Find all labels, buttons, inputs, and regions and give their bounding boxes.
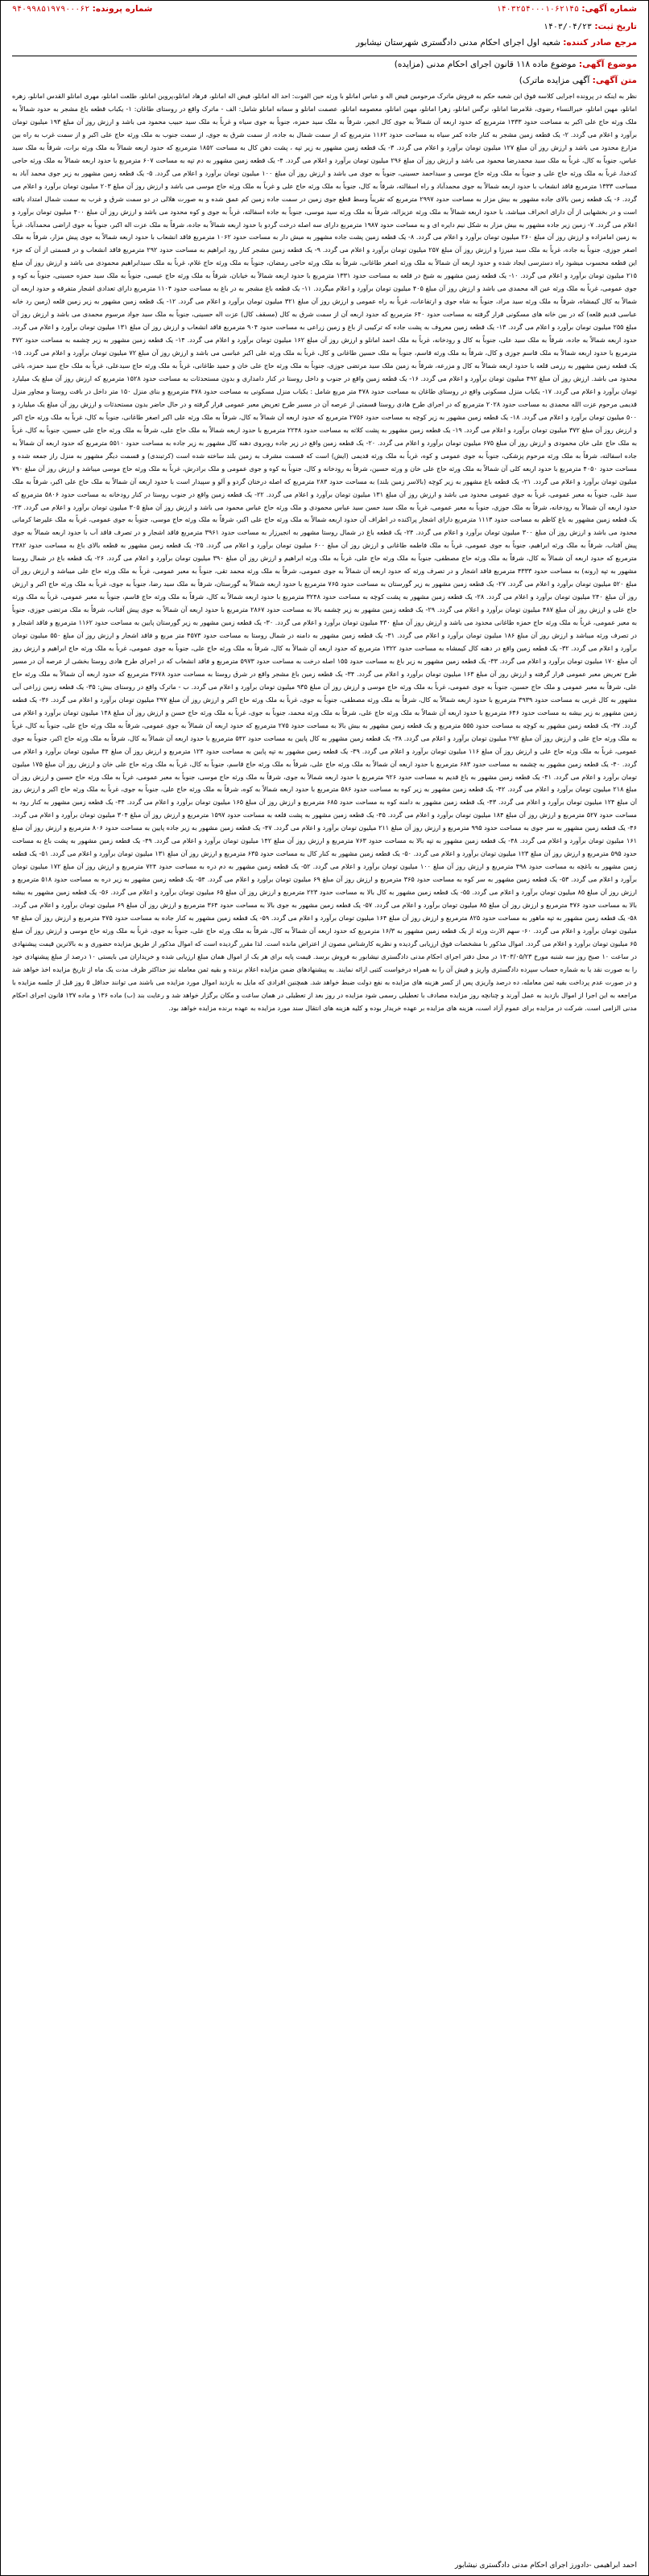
ad-text-label: متن آگهی: xyxy=(592,76,637,85)
date-label: تاریخ ثبت: xyxy=(594,22,637,31)
case-number: ۹۴۰۹۹۸۵۱۹۷۹۰۰۰۶۲ xyxy=(12,5,90,14)
subject-row xyxy=(12,60,637,76)
ad-number-label: شماره آگهی: xyxy=(581,4,637,14)
issuer-row xyxy=(12,38,637,54)
issuer-block xyxy=(356,38,637,47)
case-number-block xyxy=(12,4,152,14)
case-number-label: شماره پرونده: xyxy=(92,4,153,14)
issuer-label: مرجع صادر کننده: xyxy=(563,38,637,47)
issuer-value: شعبه اول اجرای احکام مدنی دادگستری شهرستان نیشابور xyxy=(356,38,560,47)
date-block xyxy=(544,22,637,31)
subject-label: موضوع آگهی: xyxy=(578,60,637,69)
subject-value: موضوع ماده ۱۱۸ قانون اجرای احکام مدنی (مزایده) xyxy=(394,60,577,69)
ad-text-label-row xyxy=(12,76,637,90)
ad-body-text: نظر به اینکه در پرونده اجرایی کلاسه فوق این شعبه حکم به فروش ماترک مرحومین فیض اله و عباس امانلو با ورثه حین الفوت: احد اله امانلو، فیض اله امانلو، فرهاد امانلو،پروین امانلو، طلعت امانلو، مهری امانلو القدس امانلو، زهره امانلو، مهین امانلو، خیرالنساء رضوی، غلامرضا امانلو، نرگس امانلو، زهرا امانلو، مهین امانلو، معصومه امانلو، عصمت امانلو و سمانه امانلو شامل: الف - ماترک واقع در روستای طاغان: ۱- یکباب قطعه باغ مشجر به حدود شمالاً به ملک ورثه حاج علی اکبر به مساحت حدود ۱۴۳۳ مترمربع که حدود اربعه آن شمالاً به جوی کال انجیر، شرقاً به ملک سید حمزه، جنوباً به جوی سیاه و غرباً به ملک سید حبیب محمود می باشد و ارزش روز آن مبلغ ۱۹۳ میلیون تومان برآورد و اعلام می گردد. ۲- یک قطعه زمین مشجر به کنار جاده کمر سیاه به مساحت حدود ۱۱۶۲ مترمربع که از سمت شمال به جاده، از سمت شرق به جوی، از سمت جنوب به ملک ورثه حاج علی اکبر و از سمت غرب به راه بین مزارع محدود می باشد و ارزش روز آن مبلغ ۱۲۷ میلیون تومان برآورد و اعلام می گردد. ۳- یک قطعه زمین مشهور به زیر تپه ، پشت دهن کال به مساحت ۱۸۵۲ مترمربع که حدود اربعه شمالاً به ملک ورثه برات، شرقاً به ملک سید عباس، جنوباً به کال، غرباً به ملک سید محمدرضا محمود می باشد و ارزش روز آن مبلغ ۲۹۶ میلیون تومان برآورد و اعلام می گردد. ۴- یک قطعه زمین مشهور به دم تپه به مساحت ۶۰۷ مترمربع با حدود اربعه شمالاً به ملک ورثه حاجی کدخدا، غرباً به ملک ورثه حاج علی و جنوباً به ملک ورثه حاج موسی و سیداحمد حسینی، جنوباً به جوی می باشد و ارزش روز آن مبلغ ۱۰۰ میلیون تومان برآورد و اعلام می گردد. ۵- یک قطعه زمین مشهور به زیر جوی محمد آباد به مساحت ۱۳۳۳ مترمربع فاقد انشعاب با حدود اربعه شمالاً به جوی محمدآباد و راه اسفالته، شرقاً به کال، جنوباً به ملک ورثه حاج علی و غرباً به ملک ورثه حاج موسی می باشد و ارزش روز آن مبلغ ۲۰۳ میلیون تومان برآورد و اعلام می گردد. ۶- یک قطعه زمین بالای جاده مشهور به بیش مزار به مساحت حدود ۲۹۹۷ مترمربع که تقریباً وسط قطع جوی زمین در سمت جاده زمین کم عمق شده و به صورت هلالی در دو سمت شرق و غرب به سمت شمال امتداد یافته است و در بخشهایی از آن دارای انحراف میباشد، با حدود اربعه شمالاً به ملک ورثه عزیزاله، شرقاً به ملک ورثه سید موسی، جنوباً به جاده اسفالته، غرباً به جوی و کوه محدود می باشد و ارزش روز آن مبلغ ۴۰۰ میلیون تومان برآورد و اعلام می گردد. ۷- زمین زیر جاده مشهور به بیش مزار به شکل نیم دایره ای و به مساحت حدود ۱۹۸۷ مترمربع دارای سه اصله درخت گردو با حدود اربعه شمالاً به جاده، شرقاً به ملک عزت اله اکبر، جنوباً به جوی اراضی محمدآباد، غرباً به زمین امامزاده و ارزش روز آن مبلغ ۲۶۰ میلیون تومان برآورد و اعلام می گردد. ۸- یک قطعه زمین پشت جاده مشهور به میش دار به مساحت حدود ۱۰۶۲ مترمربع فاقد انشعاب با حدود اربعه شمالاً به جوی پیش مزار، شرقاً به ملک اصغر جوزی، جنوباً به جاده، غرباً به ملک سید میرزا و ارزش روز آن مبلغ ۲۵۷ میلیون تومان برآورد و اعلام می گردد. ۹- یک قطعه زمین مشجر کنار رود ابراهیم به مساحت حدود ۲۹۲ مترمربع فاقد انشعاب و در قسمتی از آن که جزء این قطعه محسوب میشود راه دسترسی ایجاد شده و حدود اربعه آن شمالاً به ملک ورثه اصغر طاغانی، شرقاً به ملک ورثه حاجی رمضان، جنوباً به ملک ورثه حاج غلام، غرباً به ملک سیدابراهیم محمودی می باشد و ارزش روز آن مبلغ ۲۱۵ میلیون تومان برآورد و اعلام می گردد. ۱۰- یک قطعه زمین مشهور به شیخ در قلعه به مساحت حدود ۱۳۳۱ مترمربع با حدود اربعه شمالاً به خیابان، شرقاً به ملک ورثه حاج عیسی، جنوباً به ملک سید حمزه حسینی، جنوباً به کوه و جوی عمومی، غرباً به ملک ورثه عین اله محمدی می باشد و ارزش روز آن مبلغ ۴۰۵ میلیون تومان برآورد و اعلام میگردد. ۱۱- یک قطعه باغ مشجر به در باغ به مساحت حدود ۱۱۰۴ مترمربع دارای تعدادی اشجار متفرقه و حدود اربعه آن شمالاً به کال کیمشاه، شرقاً به ملک ورثه سید مراد، جنوباً به شاه جوی و ارتفاعات، غرباً به راه عمومی و ارزش روز آن مبلغ ۳۲۱ میلیون تومان برآورد و اعلام می گردد. ۱۲- یک قطعه زمین مشهور به زیر زمین قلعه (زمین رد خانه عباسی قدیم قلعه) که در بین خانه های مسکونی قرار گرفته به مساحت حدود ۶۴۰ مترمربع که حدود اربعه آن از سمت شرق به کال (مسقف کال) عزت اله حسینی، جنوباً به ملک سید جواد مرسوم محمدی می باشد و ارزش روز آن مبلغ ۲۵۵ میلیون تومان برآورد و اعلام می گردد. ۱۳- یک قطعه زمین معروف به پشت جاده که ترکیبی از باغ و زمین زراعی به مساحت حدود ۹۰۴ مترمربع فاقد انشعاب و ارزش روز آن مبلغ ۱۳۱ میلیون تومان برآورد و اعلام می گردد. حدود اربعه شمالاً به جاده، شرقاً به ملک سید علی، جنوباً به کال و رودخانه، غرباً به ملک احمد امانلو و ارزش روز آن مبلغ ۱۶۲ میلیون تومان برآورد و اعلام می گردد. ۱۴- یک قطعه زمین مشهور به زیر چشمه به مساحت حدود ۴۷۲ مترمربع با حدود اربعه شمالاً به ملک قاسم جوزی و کال، شرقاً به ملک ورثه قاسم، جنوباً به ملک حسین طاغانی و کال، غرباً به ملک ورثه علی اکبر عباسی می باشد و ارزش روز آن مبلغ ۷۲ میلیون تومان برآورد و اعلام می گردد. ۱۵- یک قطعه زمین مشهور به رزمی قلعه با حدود اربعه شمالاً به کال و مزرعه، شرقاً به زمین ملک سید مرتضی جوزی، جنوباً به ملک ورثه حاج علی خان و حمید طاغانی، غرباً به ملک ورثه حاج سیدعلی، غرباً به ملک حاج سید حمزه، باغی محدود می باشد. ارزش روز آن مبلغ ۴۹۲ میلیون تومان برآورد و اعلام می گردد. ۱۶- یک قطعه زمین واقع در جنوب و داخل روستا در کنار دامداری و بدون مستحدثات به مساحت حدود ۱۵۲۸ مترمربع که ارزش روز آن مبلغ یک میلیارد تومان برآورد و اعلام می گردد. ۱۷- یکباب منزل مسکونی واقع در روستای طاغان به مساحت حدود ۴۷۸ متر مربع شامل : یکباب منزل مسکونی به مساحت حدود ۴۷۸ مترمربع و بنای منزل ۱۵۰ متر داخل در بافت روستا و مجاور منزل قدیمی مرحوم عزت الله محمدی به مساحت حدود ۲۰۲۸ مترمربع که در اجرای طرح هادی روستا قسمتی از عرصه آن در مسیر طرح تعریض معبر عمومی قرار گرفته و در حال حاضر بدون مستحدثات و ارزش روز آن مبلغ یک میلیارد و ۵۰۰ میلیون تومان برآورد و اعلام می گردد. ۱۸- یک قطعه زمین مشهور به زیر کوچه به مساحت حدود ۲۷۵۶ مترمربع که حدود اربعه آن شمالاً به کال، شرقاً به ملک ورثه علی اکبر اصغر طاغانی، جنوباً به کال، غرباً به ملک ورثه حاج اکبر و ارزش روز آن مبلغ ۳۷۲ میلیون تومان برآورد و اعلام می گردد. ۱۹- یک قطعه زمین مشهور به پشت کلاته به مساحت حدود ۲۲۴۸ مترمربع با حدود اربعه شمالاً به ملک حاج علی، شرقاً به ملک ورثه حاج علی حسین، جنوباً به کال، غرباً به ملک حاج علی خان محمودی و ارزش روز آن مبلغ ۶۷۵ میلیون تومان برآورد و اعلام می گردد. ۲۰- یک قطعه زمین واقع در زیر جاده روبروی دهنه کال مشهور به زیر جاده به مساحت حدود ۵۵۱۰ مترمربع که حدود اربعه آن شمالاً به جاده اسفالته، شرقاً به ملک ورثه مرحوم پزشکی، جنوباً به جوی عمومی و کوه، غرباً به ملک ورثه قدیمی (ایش) است که قسمت مشرف به زمین بلند ساخته شده است (کرتبندی) و قسمت دیگر مشهور به منزل راز جمعه شده و مساحت حدود ۴۰۵۰ مترمربع با حدود اربعه کلی آن شمالاً به ملک ورثه حاج علی خان و ورثه حسین، شرقاً به رودخانه و کال، جنوباً به کوه و جوی عمومی و ملک برادرش، غرباً به ملک ورثه حاج موسی میباشد و ارزش روز آن مبلغ ۷۹۰ میلیون تومان برآورد و اعلام می گردد. ۲۱- یک قطعه باغ مشهور به زیر کوچه (بالاسر زمین بلند) به مساحت حدود ۲۸۳ مترمربع که اصله درختان گردو و آلو و سپیدار است با حدود اربعه آن شمالاً به ملک حاج علی اکبر، شرقاً به ملک سید علی، جنوباً به معبر عمومی، غرباً به جوی عمومی محدود می باشد و ارزش روز آن مبلغ ۱۳۱ میلیون تومان برآورد و اعلام می گردد. ۲۲- یک قطعه زمین واقع در جنوب روستا در کنار رودخانه به مساحت حدود ۵۸۰۶ مترمربع که حدود اربعه آن شمالاً به رودخانه، شرقاً به ملک جوزی، جنوباً به معبر عمومی، غرباً به ملک سید حسن سید عباس محمودی و ملک ورثه حاج عباس محمود می باشد و ارزش روز آن مبلغ ۳۰۵ میلیون تومان برآورد و اعلام می گردد. ۲۳- یک قطعه زمین مشهور به باغ کاظم به مساحت حدود ۱۱۱۳ مترمربع دارای اشجار پراکنده در اطراف آن حدود اربعه شمالاً به ملک ورثه حاج علی اکبر، شرقاً به ملک ورثه حاج موسی، جنوباً به جوی عمومی، غرباً به ملک علیرضا کرمانی محدود می باشد و ارزش روز آن مبلغ ۳۰۰ میلیون تومان برآورد و اعلام می گردد. ۲۴- یک قطعه باغ در شمال روستا مشهور به انجیرزار به مساحت حدود ۳۹۶۱ مترمربع فاقد اشجار و در تصرف فاقد آب با حدود اربعه شمالاً به جوی پیش آفتاب، شرقاً به ملک ورثه ابراهیم، جنوباً به جوی عمومی، غرباً به ملک فاطمه طاغانی و ارزش روز آن مبلغ ۶۰۰ میلیون تومان برآورد و اعلام می گردد. ۲۵- یک قطعه زمین مشهور به قطعه بالای باغ به مساحت حدود ۲۴۸۲ مترمربع که حدود اربعه آن شمالاً به کال، شرقاً به ملک ورثه حاج مصطفی، جنوباً به ملک ورثه حاج علی، غرباً به ملک ورثه ابراهیم و ارزش روز آن مبلغ ۳۹۰ میلیون تومان برآورد و اعلام می گردد. ۲۶- یک قطعه باغ در شمال روستا مشهور به تپه (رونه) به مساحت حدود ۴۳۳۳ مترمربع فاقد اشجار و در تصرف ورثه که حدود اربعه آن شمالاً به جوی عمومی، شرقاً به ملک ورثه محمد تقی، جنوباً به معبر عمومی، غرباً به ملک ورثه حاج علی میباشد و ارزش روز آن مبلغ ۵۲۰ میلیون تومان برآورد و اعلام می گردد. ۲۷- یک قطعه زمین مشهور به زیر گورستان به مساحت حدود ۷۶۵ مترمربع با حدود اربعه شمالاً به گورستان، شرقاً به ملک سید رضا، جنوباً به جوی، غرباً به ملک ورثه حاج اکبر و ارزش روز آن مبلغ ۲۴۰ میلیون تومان برآورد و اعلام می گردد. ۲۸- یک قطعه زمین مشهور به پشت کوچه به مساحت حدود ۳۲۴۸ مترمربع با حدود اربعه شمالاً به کال، شرقاً به ملک ورثه حاج قاسم، جنوباً به معبر عمومی، غرباً به ملک ورثه حاج علی و ارزش روز آن مبلغ ۴۸۷ میلیون تومان برآورد و اعلام می گردد. ۲۹- یک قطعه زمین مشهور به زیر چشمه بالا به مساحت حدود ۲۸۶۷ مترمربع با حدود اربعه آن شمالاً به جوی پیش آفتاب، شرقاً به ملک مرتضی جوزی، جنوباً به معبر عمومی، غرباً به ملک ورثه حاج حمزه طاغانی محدود می باشد و ارزش روز آن مبلغ ۴۳۰ میلیون تومان برآورد و اعلام می گردد. ۳۰- یک قطعه زمین مشهور به زیر گورستان پایین به مساحت حدود ۱۱۶۲ مترمربع و فاقد اشجار و در تصرف ورثه میباشد و ارزش روز آن مبلغ ۱۸۶ میلیون تومان برآورد و اعلام می گردد. ۳۱- یک قطعه زمین مشهور به دامنه در شمال روستا به مساحت حدود ۴۵۷۳ متر مربع و فاقد اشجار و ارزش روز آن مبلغ ۵۵۰ میلیون تومان برآورد و اعلام می گردد. ۳۲- یک قطعه زمین واقع در دهنه کال کیمشاه به مساحت حدود ۱۳۲۲ مترمربع که حدود اربعه آن شمالاً به کال، شرقاً به ملک ورثه حاج علی، جنوباً به جوی عمومی، غرباً به ملک ورثه حاج ابراهیم و ارزش روز آن مبلغ ۱۷۰ میلیون تومان برآورد و اعلام می گردد. ۳۳- یک قطعه زمین مشهور به زیر باغ به مساحت حدود ۱۵۵ اصله درخت به مساحت حدود ۵۹۷۳ مترمربع و فاقد انشعاب که در اجرای طرح هادی روستا بخشی از عرصه آن در مسیر طرح تعریض معبر عمومی قرار گرفته و ارزش روز آن مبلغ ۱۶۳ میلیون تومان برآورد و اعلام می گردد. ۳۴- یک قطعه زمین باغ مشجر واقع در شرق روستا به مساحت حدود ۳۶۷۸ مترمربع که حدود اربعه آن شمالاً به ملک ورثه حاج علی، شرقاً به معبر عمومی و ملک حاج حسین، جنوباً به جوی عمومی، غرباً به ملک ورثه حاج موسی و ارزش روز آن مبلغ ۹۳۵ میلیون تومان برآورد و اعلام می گردد. ب - ماترک واقع در روستای بیش: ۳۵- یک قطعه زمین زراعی آبی مشهور به کال غربی به مساحت حدود ۳۹۳۹ مترمربع با حدود اربعه شمالاً به کال، شرقاً به ملک ورثه مصطفی، جنوباً به جوی، غرباً به ملک ورثه حاج اکبر و ارزش روز آن مبلغ ۲۹۷ میلیون تومان برآورد و اعلام می گردد. ۳۶- یک قطعه زمین مشهور به زیر بیشه به مساحت حدود ۶۴۶ مترمربع با حدود اربعه آن شمالاً به ملک ورثه حاج علی، شرقاً به ملک ورثه محمد، جنوباً به جوی، غرباً به ملک ورثه حاج حسن و ارزش روز آن مبلغ ۱۴۸ میلیون تومان برآورد و اعلام می گردد. ۳۷- یک قطعه زمین مشهور به کوچه به مساحت حدود ۵۵۵ مترمربع و یک قطعه زمین مشهور به بیش بالا به مساحت حدود ۲۷۵ مترمربع که حدود اربعه آن شمالاً به جوی عمومی، شرقاً به ملک ورثه حاج علی، جنوباً به کال، غرباً به ملک ورثه حاج علی و ارزش روز آن مبلغ ۲۹۲ میلیون تومان برآورد و اعلام می گردد. ۳۸- یک قطعه زمین مشهور به کال پایین به مساحت حدود ۵۴۲ مترمربع با حدود اربعه آن شمالاً به کال، شرقاً به ملک ورثه حاج اکبر، جنوباً به جوی عمومی، غرباً به ملک ورثه حاج علی و ارزش روز آن مبلغ ۱۱۶ میلیون تومان برآورد و اعلام می گردد. ۳۹- یک قطعه زمین مشهور به تپه پایین به مساحت حدود ۱۲۴ مترمربع و ارزش روز آن مبلغ ۳۴ میلیون تومان برآورد و اعلام می گردد. ۴۰- یک قطعه زمین مشهور به چشمه به مساحت حدود ۶۸۳ مترمربع با حدود اربعه آن شمالاً به ملک ورثه حاج علی، شرقاً به ملک ورثه حاج قاسم، جنوباً به کال، غرباً به ملک ورثه حاج علی خان و ارزش روز آن مبلغ ۱۷۵ میلیون تومان برآورد و اعلام می گردد. ۴۱- یک قطعه زمین مشهور به باغ قدیم به مساحت حدود ۹۲۶ مترمربع با حدود اربعه شمالاً به جوی، شرقاً به ملک ورثه حاج موسی، جنوباً به معبر عمومی، غرباً به ملک ورثه حاج حسین و ارزش روز آن مبلغ ۲۱۸ میلیون تومان برآورد و اعلام می گردد. ۴۲- یک قطعه زمین مشهور به زیر کوه به مساحت حدود ۵۸۶ مترمربع با حدود اربعه شمالاً به کوه، شرقاً به ملک ورثه حاج علی، جنوباً به جوی، غرباً به ملک ورثه حاج اکبر و ارزش روز آن مبلغ ۱۲۴ میلیون تومان برآورد و اعلام می گردد. ۴۳- یک قطعه زمین مشهور به دامنه کوه به مساحت حدود ۶۸۵ مترمربع و ارزش روز آن مبلغ ۱۶۵ میلیون تومان برآورد و اعلام می گردد. ۴۴- یک قطعه زمین مشهور به کنار رود به مساحت حدود ۵۲۷ مترمربع و ارزش روز آن مبلغ ۱۸۴ میلیون تومان برآورد و اعلام می گردد. ۴۵- یک قطعه زمین مشهور به پشت قلعه به مساحت حدود ۱۵۹۷ مترمربع و ارزش روز آن مبلغ ۳۰۴ میلیون تومان برآورد و اعلام می گردد. ۴۶- یک قطعه زمین مشهور به سر جوی به مساحت حدود ۹۹۵ مترمربع و ارزش روز آن مبلغ ۲۱۱ میلیون تومان برآورد و اعلام می گردد. ۴۷- یک قطعه زمین مشهور به زیر جاده پایین به مساحت حدود ۸۰۶ مترمربع و ارزش روز آن مبلغ ۱۶۱ میلیون تومان برآورد و اعلام می گردد. ۴۸- یک قطعه زمین مشهور به تپه بالا به مساحت حدود ۷۶۳ مترمربع و ارزش روز آن مبلغ ۱۴۲ میلیون تومان برآورد و اعلام می گردد. ۴۹- یک قطعه زمین مشهور به پشت باغ به مساحت حدود ۵۹۵ مترمربع و ارزش روز آن مبلغ ۱۲۳ میلیون تومان برآورد و اعلام می گردد. ۵۰- یک قطعه زمین مشهور به کنار کال به مساحت حدود ۶۳۵ مترمربع و ارزش روز آن مبلغ ۱۳۱ میلیون تومان برآورد و اعلام می گردد. ۵۱- یک قطعه زمین مشهور به باغچه به مساحت حدود ۴۹۸ مترمربع و ارزش روز آن مبلغ ۱۰۰ میلیون تومان برآورد و اعلام می گردد. ۵۲- یک قطعه زمین مشهور به دم دره به مساحت حدود ۷۲۴ مترمربع و ارزش روز آن مبلغ ۱۷۲ میلیون تومان برآورد و اعلام می گردد. ۵۳- یک قطعه زمین مشهور به سر کوه به مساحت حدود ۳۶۵ مترمربع و ارزش روز آن مبلغ ۶۹ میلیون تومان برآورد و اعلام می گردد. ۵۴- یک قطعه زمین مشهور به زیر دره به مساحت حدود ۵۱۸ مترمربع و ارزش روز آن مبلغ ۸۵ میلیون تومان برآورد و اعلام می گردد. ۵۵- یک قطعه زمین مشهور به کال بالا به مساحت حدود ۲۲۳ مترمربع و ارزش روز آن مبلغ ۶۵ میلیون تومان برآورد و اعلام می گردد. ۵۶- یک قطعه زمین مشهور به بیشه بالا به مساحت حدود ۴۷۶ مترمربع و ارزش روز آن مبلغ ۸۵ میلیون تومان برآورد و اعلام می گردد. ۵۷- یک قطعه زمین مشهور به جوی بالا به مساحت حدود ۳۶۴ مترمربع و ارزش روز آن مبلغ ۶۹ میلیون تومان برآورد و اعلام می گردد. ۵۸- یک قطعه زمین مشهور به تپه ماهور به مساحت حدود ۸۲۵ مترمربع و ارزش روز آن مبلغ ۱۶۴ میلیون تومان برآورد و اعلام می گردد. ۵۹- یک قطعه زمین مشهور به کنار جاده به مساحت حدود ۴۷۵ مترمربع و ارزش روز آن مبلغ ۹۴ میلیون تومان برآورد و اعلام می گردد. ۶۰- سهم الارث ورثه از یک قطعه زمین مشهور به ۱۶/۳ مترمربع که حدود اربعه آن شمالاً به کال، شرقاً به ملک ورثه حاج علی، جنوباً به جوی، غرباً به ملک ورثه حاج موسی و ارزش روز آن مبلغ ۶۵ میلیون تومان برآورد و اعلام می گردد. اموال مذکور با مشخصات فوق ارزیابی گردیده و نظریه کارشناس مصون از اعتراض مانده است. لذا مقرر گردیده است که اموال مذکور از طریق مزایده حضوری و به بالاترین قیمت پیشنهادی در ساعت ۱۰ صبح روز سه شنبه مورخ ۱۴۰۳/۰۵/۲۳ در محل دفتر اجرای احکام مدنی دادگستری نیشابور به فروش برسد. قیمت پایه برای هر یک از اموال همان مبلغ ارزیابی شده و خریداران می بایستی ۱۰ درصد از مبلغ پیشنهادی خود را به صورت نقد یا به شماره حساب سپرده دادگستری واریز و فیش آن را به همراه درخواست کتبی ارائه نمایند. به پیشنهادهای ضمن مزایده اعلام برنده و بقیه ثمن معامله نیز حداکثر ظرف مدت یک ماه از تاریخ مزایده اخذ خواهد شد و در صورت عدم پرداخت بقیه ثمن معامله، ده درصد واریزی پس از کسر هزینه های مزایده به نفع دولت ضبط خواهد شد. همچنین افرادی که مایل به بازدید اموال مورد مزایده می باشند می توانند حداقل ۵ روز قبل از جلسه مزایده با مراجعه به این اجرا از اموال بازدید به عمل آورند و چنانچه روز مزایده مصادف با تعطیلی رسمی شود مزایده در روز بعد از تعطیلی در همان ساعت و مکان برگزار خواهد شد و رعایت بند (ب) ماده ۱۳۶ و ماده ۱۳۷ قانون اجرای احکام مدنی الزامی است. شرکت در مزایده برای عموم آزاد است، هزینه های مزایده بر عهده خریدار بوده و کلیه هزینه های انتقال سند مورد مزایده به عهده برنده مزایده خواهد بود. xyxy=(12,92,637,1012)
ad-title: آگهی مزایده ماترک) xyxy=(519,76,590,85)
header-date-row xyxy=(12,22,637,38)
ad-number: ۱۴۰۳۲۵۴۰۰۰۱۰۶۲۱۴۵ xyxy=(496,5,579,14)
date-value: ۱۴۰۳/۰۴/۲۳ xyxy=(543,23,593,31)
header-top-row xyxy=(12,4,637,22)
signature-line: احمد ابراهیمی -دادورز اجرای احکام مدنی دادگستری نیشابور xyxy=(455,2562,637,2570)
ad-number-block xyxy=(497,4,637,14)
